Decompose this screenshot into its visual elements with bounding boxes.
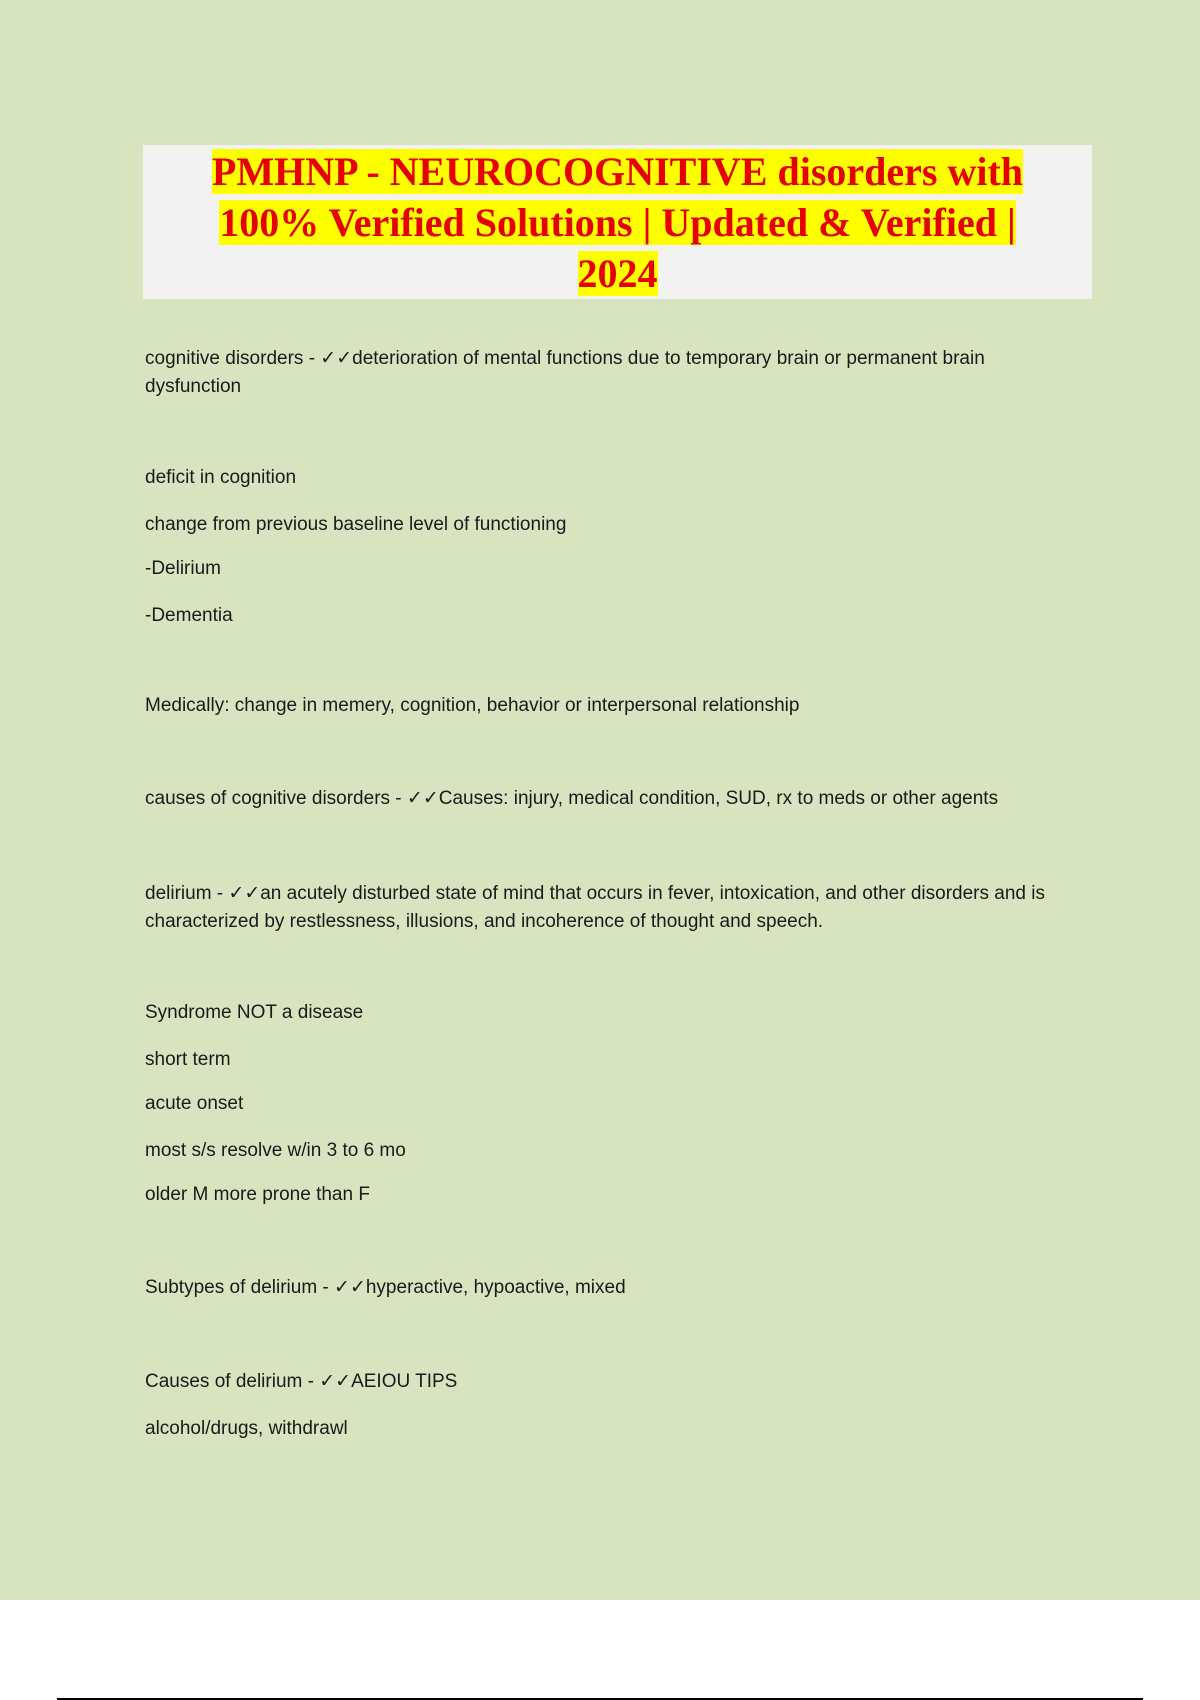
- title-box: [143, 145, 1092, 299]
- paragraph-alcohol: alcohol/drugs, withdrawl: [145, 1418, 348, 1439]
- paragraph-syndrome: Syndrome NOT a disease: [145, 1002, 364, 1023]
- paragraph-causes-cognitive: causes of cognitive disorders - ✓✓Causes: injury, medical condition, SUD, rx to meds or other agents: [145, 788, 999, 809]
- paragraph-older-m: older M more prone than F: [145, 1184, 370, 1205]
- paragraph-medically: Medically: change in memery, cognition, behavior or interpersonal relationship: [145, 695, 800, 716]
- paragraph-delirium-definition: delirium - ✓✓an acutely disturbed state of mind that occurs in fever, intoxication, and other disorders and is characterized by restlessness, illusions, and incoherence of thought and speech.: [145, 883, 1045, 932]
- paragraph-subtypes: Subtypes of delirium - ✓✓hyperactive, hypoactive, mixed: [145, 1277, 626, 1298]
- paragraph-causes-delirium: Causes of delirium - ✓✓AEIOU TIPS: [145, 1371, 458, 1392]
- paragraph-change-baseline: change from previous baseline level of functioning: [145, 514, 567, 535]
- paragraph-dementia-item: -Dementia: [145, 605, 233, 626]
- paragraph-cognitive-disorders: cognitive disorders - ✓✓deterioration of mental functions due to temporary brain or permanent brain dysfunction: [145, 348, 985, 397]
- paragraph-resolve: most s/s resolve w/in 3 to 6 mo: [145, 1140, 406, 1161]
- paragraph-short-term: short term: [145, 1049, 231, 1070]
- paragraph-acute-onset: acute onset: [145, 1093, 244, 1114]
- title-line-2: 100% Verified Solutions | Updated & Verified |: [219, 200, 1016, 245]
- paragraph-deficit: deficit in cognition: [145, 467, 297, 488]
- paragraph-delirium-item: -Delirium: [145, 558, 221, 579]
- title-line-3: 2024: [577, 251, 658, 296]
- title-line-1: PMHNP - NEUROCOGNITIVE disorders with: [211, 149, 1024, 194]
